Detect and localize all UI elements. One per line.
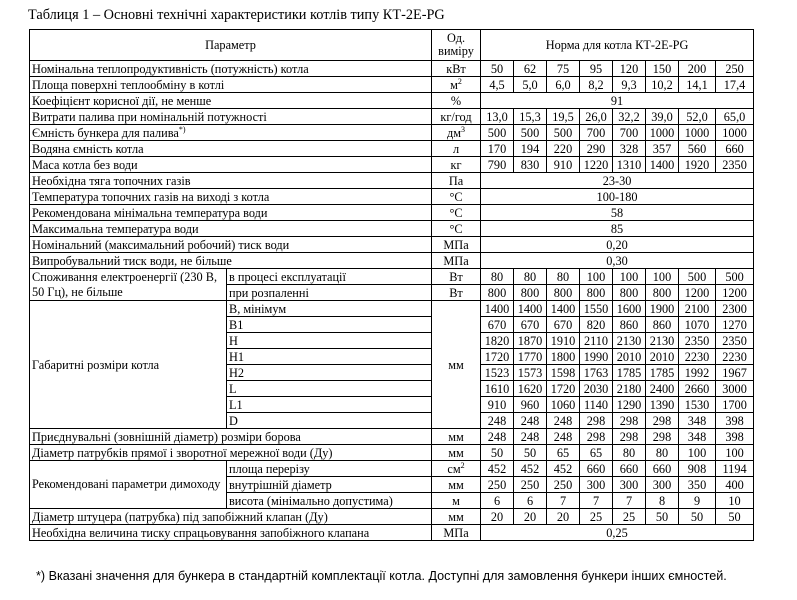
table-row (30, 509, 754, 525)
value-cell: 500 (679, 269, 716, 285)
value-cell: 95 (580, 61, 613, 77)
value-cell: 1990 (580, 349, 613, 365)
value-cell: 1920 (679, 157, 716, 173)
table-row (30, 221, 754, 237)
value-cell: 1763 (580, 365, 613, 381)
value-cell: 560 (679, 141, 716, 157)
value-cell: 1700 (716, 397, 754, 413)
value-cell: 500 (481, 125, 514, 141)
value-cell: 298 (646, 413, 679, 429)
sub-parameter-name: при розпаленні (227, 285, 432, 301)
table-row (30, 237, 754, 253)
value-cell: 910 (547, 157, 580, 173)
value-cell: 1390 (646, 397, 679, 413)
parameter-name: Температура топочних газів на виході з котла (30, 189, 432, 205)
unit-cell: Вт (432, 285, 481, 301)
value-cell: 250 (716, 61, 754, 77)
value-cell: 660 (646, 461, 679, 477)
value-cell: 960 (514, 397, 547, 413)
value-cell: 9,3 (613, 77, 646, 93)
parameter-name: Маса котла без води (30, 157, 432, 173)
value-cell: 65 (580, 445, 613, 461)
value-cell: 1820 (481, 333, 514, 349)
parameter-name: Випробувальний тиск води, не більше (30, 253, 432, 269)
parameter-name: Необхідна тяга топочних газів (30, 173, 432, 189)
unit-cell: л (432, 141, 481, 157)
sub-parameter-name: висота (мінімально допустима) (227, 493, 432, 509)
unit-cell: МПа (432, 237, 481, 253)
value-cell: 14,1 (679, 77, 716, 93)
value-cell: 15,3 (514, 109, 547, 125)
value-cell: 1967 (716, 365, 754, 381)
value-cell: 248 (514, 413, 547, 429)
value-cell: 1800 (547, 349, 580, 365)
unit-cell: °С (432, 205, 481, 221)
value-cell: 1140 (580, 397, 613, 413)
value-cell: 670 (514, 317, 547, 333)
value-cell: 17,4 (716, 77, 754, 93)
value-cell: 80 (547, 269, 580, 285)
value-cell: 250 (481, 477, 514, 493)
unit-cell: кВт (432, 61, 481, 77)
parameter-name: Рекомендована мінімальна температура води (30, 205, 432, 221)
value-cell: 2350 (679, 333, 716, 349)
value-cell: 2030 (580, 381, 613, 397)
parameter-name: Необхідна величина тиску спрацьовування запобіжного клапана (30, 525, 432, 541)
value-cell: 2110 (580, 333, 613, 349)
value-cell: 9 (679, 493, 716, 509)
value-cell: 1720 (547, 381, 580, 397)
unit-cell: Па (432, 173, 481, 189)
value-cell: 2660 (679, 381, 716, 397)
value-cell: 7 (547, 493, 580, 509)
unit-cell: % (432, 93, 481, 109)
value-cell: 65 (547, 445, 580, 461)
value-cell: 2010 (646, 349, 679, 365)
value-cell: 5,0 (514, 77, 547, 93)
parameter-name: Рекомендовані параметри димоходу (30, 461, 227, 509)
value-cell: 1290 (613, 397, 646, 413)
value-cell: 800 (481, 285, 514, 301)
value-cell: 1610 (481, 381, 514, 397)
value-cell: 80 (613, 445, 646, 461)
value-cell: 452 (547, 461, 580, 477)
parameter-name: Водяна ємність котла (30, 141, 432, 157)
value-cell: 248 (481, 429, 514, 445)
value-cell: 298 (580, 429, 613, 445)
value-cell: 800 (514, 285, 547, 301)
table-row (30, 189, 754, 205)
value-cell: 4,5 (481, 77, 514, 93)
value-cell: 660 (613, 461, 646, 477)
value-cell: 2100 (679, 301, 716, 317)
value-cell: 50 (679, 509, 716, 525)
unit-cell: МПа (432, 253, 481, 269)
value-cell: 860 (613, 317, 646, 333)
unit-cell: $дм^3$ (432, 125, 481, 141)
value-cell: 1200 (679, 285, 716, 301)
unit-cell: мм (432, 509, 481, 525)
parameter-name: Діаметр штуцера (патрубка) під запобіжний клапан (Ду) (30, 509, 432, 525)
value-cell: 10,2 (646, 77, 679, 93)
value-cell: 248 (547, 429, 580, 445)
superscript: 2 (460, 460, 465, 470)
footnote: *) Вказані значення для бункера в стандартній комплектації котла. Доступні для замовлення бункери інших ємностей. (36, 569, 727, 583)
header-unit (432, 30, 481, 61)
value-cell: 1400 (481, 301, 514, 317)
value-cell: 1400 (547, 301, 580, 317)
value-cell: 32,2 (613, 109, 646, 125)
value-cell: 670 (481, 317, 514, 333)
value-cell: 298 (613, 429, 646, 445)
value-cell: 1573 (514, 365, 547, 381)
unit-cell: Вт (432, 269, 481, 285)
norm-value: 23-30 (481, 173, 754, 189)
value-cell: 300 (613, 477, 646, 493)
value-cell: 20 (514, 509, 547, 525)
norm-value: 85 (481, 221, 754, 237)
value-cell: 1270 (716, 317, 754, 333)
value-cell: 248 (514, 429, 547, 445)
table-row (30, 301, 754, 317)
norm-value: 58 (481, 205, 754, 221)
unit-cell: мм (432, 477, 481, 493)
value-cell: 800 (547, 285, 580, 301)
value-cell: 1870 (514, 333, 547, 349)
value-cell: 860 (646, 317, 679, 333)
table-row (30, 253, 754, 269)
unit-cell: кг/год (432, 109, 481, 125)
value-cell: 1000 (716, 125, 754, 141)
parameter-name: Ємність бункера для палива*) (30, 125, 432, 141)
value-cell: 700 (613, 125, 646, 141)
value-cell: 1000 (646, 125, 679, 141)
value-cell: 790 (481, 157, 514, 173)
value-cell: 75 (547, 61, 580, 77)
value-cell: 20 (547, 509, 580, 525)
norm-value: 0,30 (481, 253, 754, 269)
value-cell: 348 (679, 429, 716, 445)
value-cell: 2230 (716, 349, 754, 365)
value-cell: 100 (716, 445, 754, 461)
parameter-name: Площа поверхні теплообміну в котлі (30, 77, 432, 93)
sub-parameter-name: в процесі експлуатації (227, 269, 432, 285)
parameter-name: Приєднувальні (зовнішній діаметр) розміри борова (30, 429, 432, 445)
value-cell: 290 (580, 141, 613, 157)
norm-value: 0,20 (481, 237, 754, 253)
value-cell: 670 (547, 317, 580, 333)
value-cell: 298 (613, 413, 646, 429)
value-cell: 908 (679, 461, 716, 477)
value-cell: 1720 (481, 349, 514, 365)
value-cell: 1400 (646, 157, 679, 173)
value-cell: 328 (613, 141, 646, 157)
table-row (30, 173, 754, 189)
value-cell: 452 (481, 461, 514, 477)
unit-cell: мм (432, 429, 481, 445)
unit-cell: $см^2$ (432, 461, 481, 477)
value-cell: 3000 (716, 381, 754, 397)
value-cell: 910 (481, 397, 514, 413)
value-cell: 660 (580, 461, 613, 477)
table-row (30, 157, 754, 173)
value-cell: 1310 (613, 157, 646, 173)
value-cell: 52,0 (679, 109, 716, 125)
value-cell: 1910 (547, 333, 580, 349)
header-parameter: Параметр (30, 30, 432, 61)
value-cell: 250 (547, 477, 580, 493)
sub-parameter-name: L (227, 381, 432, 397)
value-cell: 25 (613, 509, 646, 525)
value-cell: 65,0 (716, 109, 754, 125)
value-cell: 50 (481, 445, 514, 461)
table-caption: Таблиця 1 – Основні технічні характеристики котлів типу КТ-2Е-PG (28, 7, 445, 23)
value-cell: 1550 (580, 301, 613, 317)
sub-parameter-name: L1 (227, 397, 432, 413)
table-row (30, 269, 754, 285)
value-cell: 39,0 (646, 109, 679, 125)
table-row (30, 109, 754, 125)
value-cell: 10 (716, 493, 754, 509)
unit-cell: мм (432, 445, 481, 461)
value-cell: 800 (613, 285, 646, 301)
unit-cell: $м^2$ (432, 77, 481, 93)
value-cell: 120 (613, 61, 646, 77)
value-cell: 500 (547, 125, 580, 141)
table-row (30, 461, 754, 477)
value-cell: 50 (646, 509, 679, 525)
table-row (30, 141, 754, 157)
value-cell: 6,0 (547, 77, 580, 93)
value-cell: 20 (481, 509, 514, 525)
value-cell: 500 (716, 269, 754, 285)
parameter-name: Номінальний (максимальний робочий) тиск води (30, 237, 432, 253)
value-cell: 100 (613, 269, 646, 285)
value-cell: 19,5 (547, 109, 580, 125)
value-cell: 400 (716, 477, 754, 493)
value-cell: 1523 (481, 365, 514, 381)
sub-parameter-name: B1 (227, 317, 432, 333)
value-cell: 50 (481, 61, 514, 77)
value-cell: 8,2 (580, 77, 613, 93)
value-cell: 820 (580, 317, 613, 333)
value-cell: 398 (716, 429, 754, 445)
value-cell: 2180 (613, 381, 646, 397)
value-cell: 1770 (514, 349, 547, 365)
value-cell: 1598 (547, 365, 580, 381)
value-cell: 357 (646, 141, 679, 157)
sub-parameter-name: H (227, 333, 432, 349)
value-cell: 7 (613, 493, 646, 509)
value-cell: 300 (580, 477, 613, 493)
value-cell: 1070 (679, 317, 716, 333)
sub-parameter-name: H1 (227, 349, 432, 365)
table-header-row (30, 30, 754, 61)
header-unit-line2: виміру (438, 44, 474, 58)
value-cell: 220 (547, 141, 580, 157)
value-cell: 830 (514, 157, 547, 173)
table-row (30, 77, 754, 93)
value-cell: 150 (646, 61, 679, 77)
value-cell: 2300 (716, 301, 754, 317)
value-cell: 398 (716, 413, 754, 429)
value-cell: 248 (547, 413, 580, 429)
value-cell: 80 (514, 269, 547, 285)
value-cell: 700 (580, 125, 613, 141)
value-cell: 26,0 (580, 109, 613, 125)
table-row (30, 93, 754, 109)
superscript: 2 (457, 76, 462, 86)
parameter-name: Максимальна температура води (30, 221, 432, 237)
value-cell: 80 (646, 445, 679, 461)
value-cell: 2130 (646, 333, 679, 349)
table-row (30, 445, 754, 461)
unit-cell: кг (432, 157, 481, 173)
unit-cell: м (432, 493, 481, 509)
value-cell: 452 (514, 461, 547, 477)
unit-cell: МПа (432, 525, 481, 541)
norm-value: 100-180 (481, 189, 754, 205)
value-cell: 170 (481, 141, 514, 157)
value-cell: 100 (580, 269, 613, 285)
value-cell: 1220 (580, 157, 613, 173)
sub-parameter-name: внутрішній діаметр (227, 477, 432, 493)
table-row (30, 429, 754, 445)
specifications-table (29, 29, 754, 541)
table-row (30, 525, 754, 541)
value-cell: 80 (481, 269, 514, 285)
value-cell: 7 (580, 493, 613, 509)
sub-parameter-name: площа перерізу (227, 461, 432, 477)
sub-parameter-name: D (227, 413, 432, 429)
table-row (30, 125, 754, 141)
value-cell: 1530 (679, 397, 716, 413)
value-cell: 200 (679, 61, 716, 77)
parameter-name: Діаметр патрубків прямої і зворотної мережної води (Ду) (30, 445, 432, 461)
sub-parameter-name: B, мінімум (227, 301, 432, 317)
value-cell: 1600 (613, 301, 646, 317)
value-cell: 50 (716, 509, 754, 525)
parameter-name: Номінальна теплопродуктивність (потужність) котла (30, 61, 432, 77)
value-cell: 2350 (716, 157, 754, 173)
sub-parameter-name: H2 (227, 365, 432, 381)
value-cell: 2130 (613, 333, 646, 349)
parameter-name: Габаритні розміри котла (30, 301, 227, 429)
value-cell: 194 (514, 141, 547, 157)
value-cell: 100 (646, 269, 679, 285)
norm-value: 91 (481, 93, 754, 109)
value-cell: 1200 (716, 285, 754, 301)
value-cell: 2230 (679, 349, 716, 365)
value-cell: 2350 (716, 333, 754, 349)
value-cell: 6 (481, 493, 514, 509)
superscript: *) (178, 124, 186, 134)
unit-cell: °С (432, 221, 481, 237)
value-cell: 2010 (613, 349, 646, 365)
value-cell: 1620 (514, 381, 547, 397)
value-cell: 350 (679, 477, 716, 493)
value-cell: 25 (580, 509, 613, 525)
norm-value: 0,25 (481, 525, 754, 541)
value-cell: 1785 (646, 365, 679, 381)
table-row (30, 205, 754, 221)
value-cell: 1785 (613, 365, 646, 381)
header-norm: Норма для котла КТ-2Е-PG (481, 30, 754, 61)
table-row (30, 61, 754, 77)
value-cell: 1194 (716, 461, 754, 477)
value-cell: 1400 (514, 301, 547, 317)
value-cell: 50 (514, 445, 547, 461)
value-cell: 13,0 (481, 109, 514, 125)
value-cell: 298 (646, 429, 679, 445)
value-cell: 800 (646, 285, 679, 301)
header-unit-line1: Од. (446, 31, 466, 45)
value-cell: 248 (481, 413, 514, 429)
value-cell: 1992 (679, 365, 716, 381)
parameter-name: Споживання електроенергії (230 В, 50 Гц), не більше (30, 269, 227, 301)
value-cell: 348 (679, 413, 716, 429)
value-cell: 300 (646, 477, 679, 493)
value-cell: 250 (514, 477, 547, 493)
parameter-name: Витрати палива при номінальній потужності (30, 109, 432, 125)
value-cell: 100 (679, 445, 716, 461)
unit-cell: °С (432, 189, 481, 205)
value-cell: 660 (716, 141, 754, 157)
value-cell: 6 (514, 493, 547, 509)
value-cell: 8 (646, 493, 679, 509)
value-cell: 62 (514, 61, 547, 77)
value-cell: 1000 (679, 125, 716, 141)
value-cell: 298 (580, 413, 613, 429)
unit-cell: мм (432, 301, 481, 429)
value-cell: 1060 (547, 397, 580, 413)
superscript: 3 (461, 124, 466, 134)
value-cell: 500 (514, 125, 547, 141)
value-cell: 800 (580, 285, 613, 301)
parameter-name: Коефіцієнт корисної дії, не менше (30, 93, 432, 109)
value-cell: 2400 (646, 381, 679, 397)
value-cell: 1900 (646, 301, 679, 317)
